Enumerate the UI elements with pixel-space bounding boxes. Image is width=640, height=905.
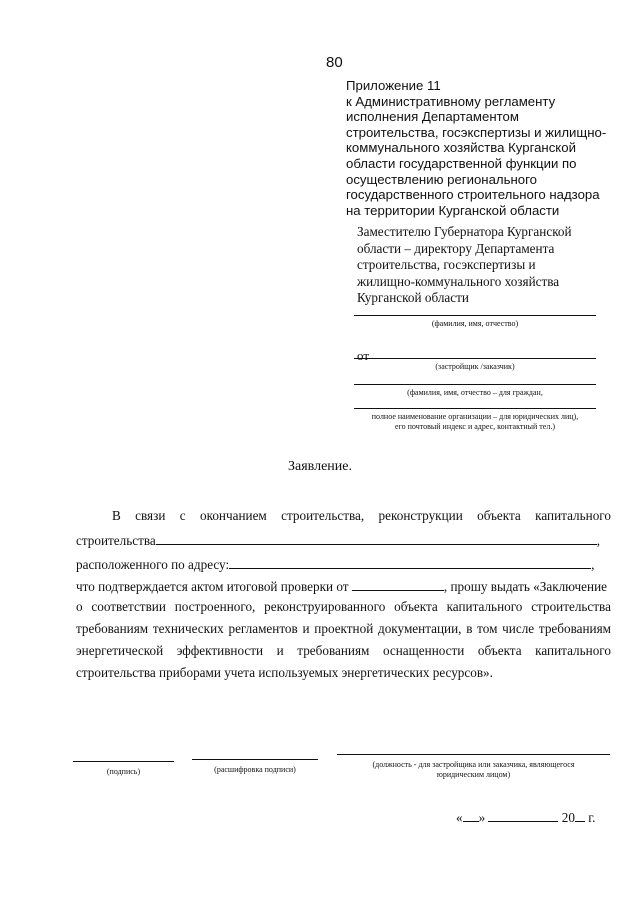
body-word: о [76, 599, 83, 614]
body-word: реконструкции [378, 508, 463, 523]
body-line-4 [76, 578, 611, 595]
signature-line[interactable] [73, 761, 174, 762]
signature-caption: (подпись) [106, 767, 141, 776]
addressee-line: жилищно-коммунального хозяйства [357, 273, 560, 289]
signature-decoding-caption: (расшифровка подписи) [214, 765, 296, 774]
signature-decoding-line[interactable] [192, 759, 318, 760]
body-word: и [302, 621, 310, 636]
body-word: строительства, [281, 508, 365, 523]
object-address-field[interactable] [229, 556, 591, 569]
date-year-prefix: 20 [561, 810, 575, 825]
date-month-field[interactable] [488, 809, 558, 822]
addressee-line: Заместителю Губернатора Курганской [357, 224, 572, 239]
body-line-6 [76, 621, 611, 637]
citizen-caption: (фамилия, имя, отчество – для граждан, [407, 388, 543, 397]
body-word: капитального [446, 599, 523, 614]
from-label: от [357, 348, 370, 363]
date-year-field[interactable] [575, 809, 585, 822]
body-word: требованиям [297, 643, 370, 658]
appendix-line: на территории Курганской области [346, 202, 560, 218]
body-word: эффективности [176, 643, 264, 658]
appendix-line: к Административному регламенту [346, 93, 556, 109]
body-word: капитального [535, 508, 611, 523]
body-word: документации, [378, 621, 462, 636]
body-word: с [179, 508, 186, 523]
appendix-line: исполнения Департаментом [346, 109, 519, 125]
body-text: , прошу выдать «Заключение [443, 579, 607, 594]
body-line-5 [76, 599, 611, 615]
body-word: и [276, 643, 284, 658]
body-word: том [477, 621, 498, 636]
organization-caption: полное наименование организации – для юридических лиц), [371, 412, 579, 421]
position-caption: (должность - для застройщика или заказчика, являющегося [372, 760, 575, 769]
body-word: соответствии [91, 599, 166, 614]
body-word: энергетической [76, 643, 164, 658]
applicant-name-line[interactable] [354, 384, 596, 385]
body-text: расположенного по адресу: [76, 557, 230, 572]
date-open-quote: « [456, 810, 463, 825]
appendix-line: строительства, госэкспертизы и жилищно- [346, 124, 607, 140]
body-line-8: строительства приборами учета используемых энергетических ресурсов». [76, 665, 493, 680]
date-close-quote: » [478, 810, 486, 825]
body-line-2 [76, 532, 611, 549]
appendix-line: осуществлению регионального [346, 171, 537, 187]
body-word: в [466, 621, 473, 636]
appendix-line: коммунального хозяйства Курганской [346, 140, 576, 156]
body-word: числе [502, 621, 535, 636]
document-title: Заявление. [288, 459, 352, 474]
body-word: требованиям [538, 621, 611, 636]
address-contact-caption: его почтовый индекс и адрес, контактный тел.) [394, 422, 555, 431]
object-name-field[interactable] [156, 532, 597, 545]
body-text: что подтверждается актом итоговой проверки от [76, 579, 349, 594]
inspection-act-date-field[interactable] [352, 578, 444, 591]
date-line [456, 809, 595, 826]
developer-caption: (застройщик /заказчик) [435, 362, 515, 371]
position-line[interactable] [337, 754, 610, 755]
body-word: объекта [477, 643, 522, 658]
addressee-line: строительства, госэкспертизы и [357, 257, 536, 273]
body-word: построенного, [174, 599, 256, 614]
position-caption-continued: юридическим лицом) [436, 770, 511, 779]
body-word: связи [135, 508, 166, 523]
body-text: , [596, 533, 601, 548]
page-number: 80 [326, 54, 343, 71]
body-word: регламентов [228, 621, 298, 636]
body-text: , [591, 557, 595, 572]
body-word: оснащенности [382, 643, 465, 658]
body-word: строительства [531, 599, 611, 614]
appendix-line: государственного строительного надзора [346, 187, 600, 203]
body-word: объекта [477, 508, 521, 523]
addressee-line: области – директору Департамента [357, 240, 555, 256]
date-day-field[interactable] [463, 809, 479, 822]
addressee-line: Курганской области [357, 290, 469, 306]
body-word: проектной [314, 621, 374, 636]
body-text: строительства [76, 533, 156, 548]
body-line-1 [112, 508, 611, 524]
body-word: реконструированного [264, 599, 386, 614]
body-word: объекта [394, 599, 438, 614]
body-line-3 [76, 556, 611, 573]
body-line-7 [76, 643, 611, 659]
body-word: требованиям [76, 621, 149, 636]
appendix-line: Приложение 11 [346, 78, 441, 93]
recipient-name-caption: (фамилия, имя, отчество) [431, 319, 519, 328]
organization-line[interactable] [354, 408, 596, 409]
body-word: капитального [535, 643, 611, 658]
date-year-suffix: г. [588, 810, 596, 825]
appendix-line: области государственной функции по [346, 155, 577, 171]
addressee-block [357, 224, 607, 307]
recipient-name-line[interactable] [354, 315, 596, 316]
developer-line[interactable] [354, 358, 596, 359]
appendix-header [346, 78, 616, 218]
body-word: В [112, 508, 121, 523]
body-word: окончанием [199, 508, 267, 523]
body-word: технических [152, 621, 224, 636]
